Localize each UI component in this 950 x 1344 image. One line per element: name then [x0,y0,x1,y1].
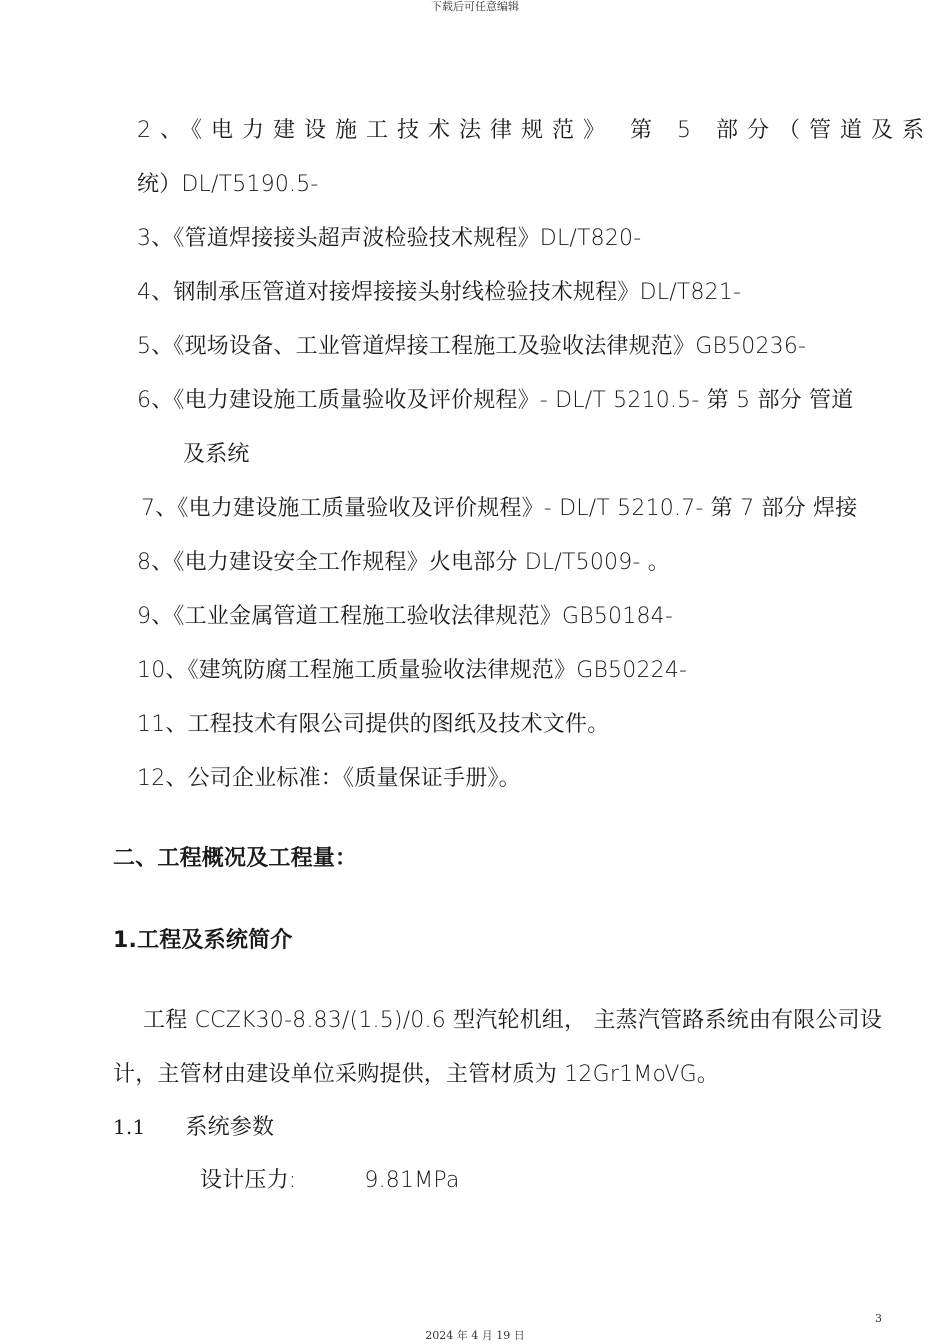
footer-date: 2024 年 4 月 19 日 [425,1329,525,1342]
subsection-heading: 1.工程及系统简介 [113,928,293,953]
reference-item-6-line2: 及系统 [183,442,250,467]
reference-item-2-line1: 2、《电力建设施工技术法律规范》 第 5 部分（管道及系 [137,118,933,143]
reference-item-3: 3、《管道焊接接头超声波检验技术规程》DL/T820- [137,226,642,251]
reference-item-6-line1: 6、《电力建设施工质量验收及评价规程》- DL/T 5210.5- 第 5 部分 管道 [137,388,854,413]
section-heading: 二、工程概况及工程量： [113,846,358,871]
intro-paragraph-line1: 工程 CCZK30-8.83/(1.5)/0.6 型汽轮机组， 主蒸汽管路系统由有限公司设 [143,1008,883,1033]
subsection-1-1 [113,1112,274,1143]
reference-item-4: 4、钢制承压管道对接焊接接头射线检验技术规程》DL/T821- [137,280,742,305]
reference-item-10: 10、《建筑防腐工程施工质量验收法律规范》GB50224- [137,658,688,683]
subsection-number: 1.1 [113,1115,146,1139]
reference-item-2-line2: 统）DL/T5190.5- [137,172,319,197]
reference-item-11: 11、工程技术有限公司提供的图纸及技术文件。 [137,712,610,737]
param-value: 9.81MPa [364,1168,460,1193]
reference-item-12: 12、公司企业标准：《质量保证手册》。 [137,766,521,791]
header-note: 下载后可任意编辑 [431,0,519,13]
reference-item-7: 7、《电力建设施工质量验收及评价规程》- DL/T 5210.7- 第 7 部分 焊接 [141,496,858,521]
param-label: 设计压力: [200,1168,297,1193]
subsection-title: 系统参数 [185,1115,275,1140]
page-number: 3 [875,1312,882,1325]
reference-item-5: 5、《现场设备、工业管道焊接工程施工及验收法律规范》GB50236- [137,334,807,359]
reference-item-8: 8、《电力建设安全工作规程》火电部分 DL/T5009- 。 [137,550,670,575]
intro-paragraph-line2: 计，主管材由建设单位采购提供，主管材质为 12Gr1MoVG。 [113,1062,720,1087]
reference-item-9: 9、《工业金属管道工程施工验收法律规范》GB50184- [137,604,673,629]
param-design-pressure [200,1166,460,1196]
